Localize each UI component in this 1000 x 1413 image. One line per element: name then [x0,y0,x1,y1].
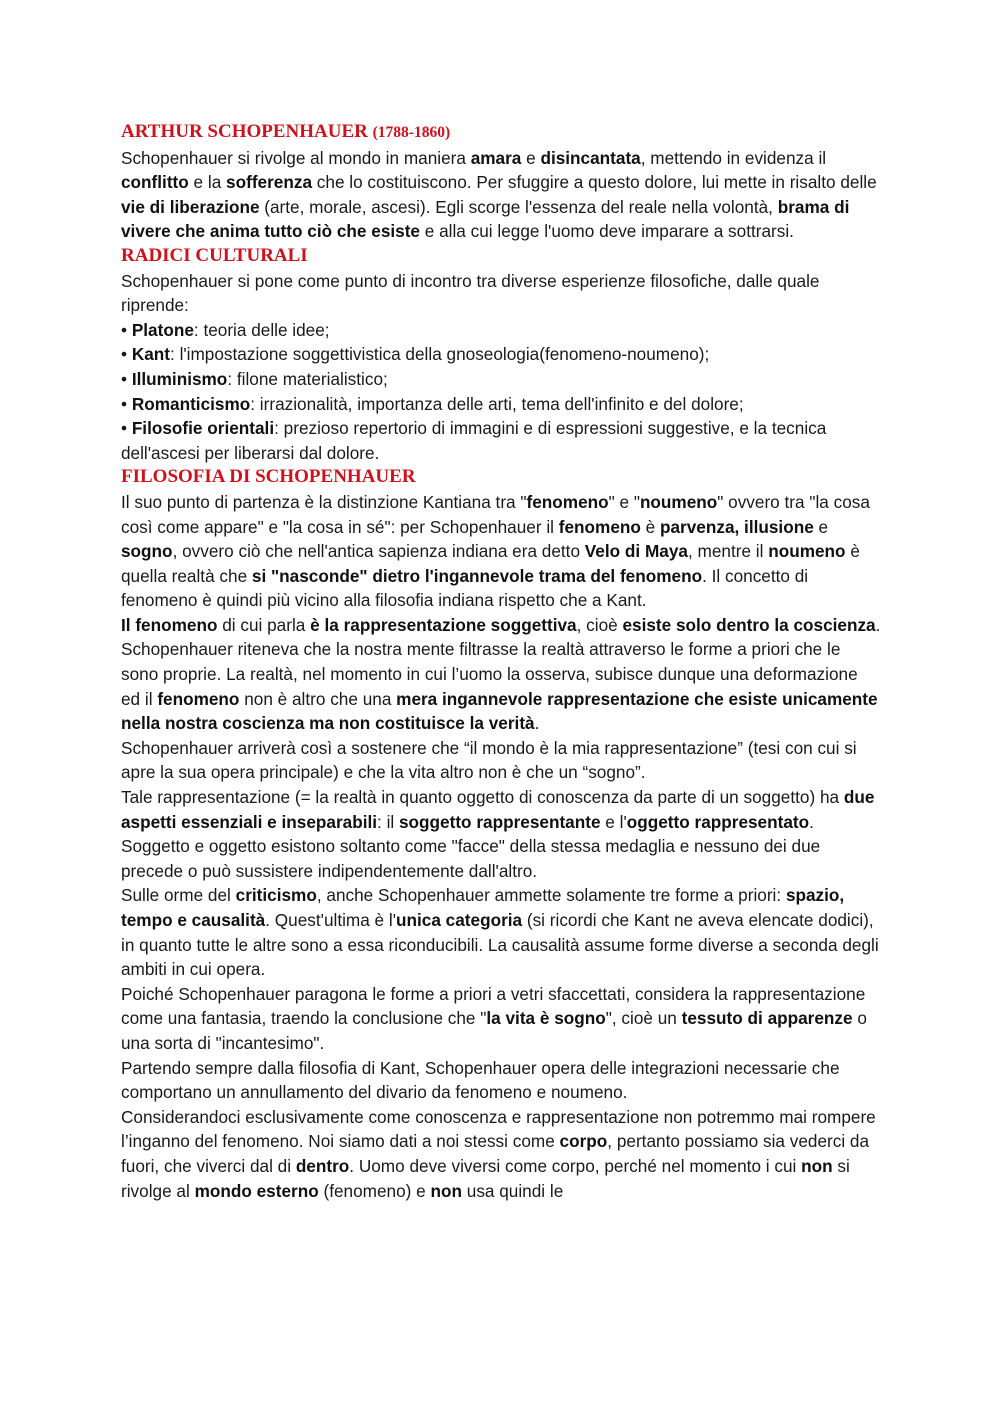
radici-lead: Schopenhauer si pone come punto di incontro tra diverse esperienze filosofiche, dalle quale riprende: [121,270,820,316]
text-run: Considerandoci esclusivamente come conoscenza e rappresentazione non potremmo mai rompere l’inganno del fenomeno. Noi siamo dati a noi stessi come [121,1106,876,1152]
bold-text: Velo di Maya [584,541,688,562]
bold-text: noumeno [768,541,846,562]
bold-text: criticismo [235,885,317,906]
text-run: , mentre il [687,541,769,562]
text-run: . [534,713,540,734]
text-run: . Schopenhauer riteneva che la nostra mente filtrasse la realtà attraverso le forme a priori che le sono proprie. La realtà, nel momento in cui l’uomo la osserva, subisce dunque una deformazione ed il [121,614,881,709]
bold-text: spazio, tempo e causalità [121,885,845,930]
text-run: . Soggetto e oggetto esistono soltanto come "facce" della stessa medaglia e nessuno dei due precede o può sussistere indipendentemente dall'altro. [121,811,821,881]
list-item [121,392,881,417]
text-run: e l' [600,811,627,832]
bold-text: si "nasconde" dietro l'ingannevole trama del fenomeno [251,565,703,586]
list-item-name: Kant [131,344,171,365]
bold-text: unica categoria [396,910,523,930]
bold-text: esiste solo dentro la coscienza [622,614,876,635]
bullet-icon: • [121,368,128,389]
text-run: Schopenhauer si rivolge al mondo in maniera [121,147,471,168]
bold-text: conflitto [121,172,189,193]
bold-text: disincantata [540,147,641,168]
bold-text: fenomeno [157,688,240,709]
body-paragraph [121,982,881,1056]
text-run: . Uomo deve viversi come corpo, perché nel momento i cui [349,1155,802,1176]
bold-text: soggetto rappresentante [399,811,601,832]
text-run: si rivolge al [121,1155,850,1201]
list-item [121,367,881,392]
bullet-icon: • [121,319,128,340]
text-run: è quella realtà che [121,541,860,586]
text-run: (arte, morale, ascesi). Egli scorge l'essenza del reale nella volontà, [259,196,778,217]
text-run: o una sorta di "incantesimo". [121,1008,867,1053]
text-run: . Quest'ultima è l' [265,910,396,930]
bold-text: sofferenza [226,172,313,193]
bold-text: amara [470,147,522,168]
text-run: è [640,516,660,537]
title-years: (1788-1860) [372,124,451,141]
bold-text: non [430,1180,462,1201]
section-heading-filosofia: FILOSOFIA DI SCHOPENHAUER [121,466,416,488]
list-item [121,342,881,367]
body-paragraph [121,1105,881,1203]
list-item [121,416,881,465]
body-paragraph [121,1056,881,1105]
text-run: e alla cui legge l'uomo deve imparare a sottrarsi. [420,221,794,242]
list-item-name: Romanticismo [131,393,251,414]
radici-list [121,318,881,466]
bold-text: oggetto rappresentato [626,811,810,832]
text-run: Sulle orme del [121,885,236,906]
text-run: : il [377,811,399,832]
list-item-desc: : filone materialistico; [227,368,388,389]
bold-text: corpo [559,1131,608,1152]
bold-text: dentro [295,1155,350,1176]
text-run: Partendo sempre dalla filosofia di Kant, Schopenhauer opera delle integrazioni necessarie che comportano un annullamento del divario da fenomeno e noumeno. [121,1057,840,1103]
list-item-desc: : teoria delle idee; [193,319,330,340]
bold-text: fenomeno [558,516,641,537]
body-paragraph [121,785,881,883]
bold-text: non [801,1155,833,1176]
bullet-icon: • [121,418,128,439]
bold-text: parvenza, illusione [659,516,814,537]
body-paragraph [121,490,881,613]
text-run: (si ricordi che Kant ne aveva elencate dodici), in quanto tutte le altre sono a essa riconducibili. La causalità assume forme diverse a seconda degli ambiti in cui opera. [121,910,879,980]
text-run: " e " [608,491,640,512]
document-title [121,120,881,146]
text-run: " ovvero tra "la cosa così come appare" e "la cosa in sé": per Schopenhauer il [121,491,870,537]
text-run: e [521,147,541,168]
bold-text: noumeno [639,491,718,512]
bold-text: mondo esterno [194,1180,319,1201]
text-run: Schopenhauer arriverà così a sostenere che “il mondo è la mia rappresentazione” (tesi con cui si apre la sua opera principale) e che la vita altro non è che un “sogno”. [121,737,857,783]
title-name: ARTHUR SCHOPENHAUER [121,121,368,142]
text-run: non è altro che una [239,688,397,709]
text-run: ", cioè un [605,1008,682,1029]
text-run: (fenomeno) e [318,1180,431,1201]
bold-text: la vita è sogno [486,1008,606,1029]
body-paragraph [121,883,881,981]
text-run: e [813,516,829,537]
bullet-icon: • [121,344,128,365]
bullet-icon: • [121,393,128,414]
bold-text: tessuto di apparenze [681,1008,853,1029]
list-item-name: Filosofie orientali [131,418,275,439]
bold-text: fenomeno [526,491,609,512]
text-run: di cui parla [217,614,311,635]
list-item-desc: : prezioso repertorio di immagini e di espressioni suggestive, e la tecnica dell'ascesi per liberarsi dal dolore. [121,418,827,463]
list-item [121,318,881,343]
bold-text: è la rappresentazione soggettiva [310,614,577,635]
body-paragraph [121,613,881,736]
bold-text: Il fenomeno [121,614,218,635]
list-item-name: Platone [131,319,194,340]
bold-text: sogno [121,541,173,562]
text-run: , anche Schopenhauer ammette solamente tre forme a priori: [316,885,786,906]
body-paragraph [121,736,881,785]
text-run: , mettendo in evidenza il [640,147,827,168]
text-run: e la [188,172,227,193]
text-run: Poiché Schopenhauer paragona le forme a priori a vetri sfaccettati, considera la rappresentazione come una fantasia, traendo la conclusione che " [121,983,866,1029]
text-run: usa quindi le [461,1180,564,1201]
document-page [121,120,881,1203]
text-run: , ovvero ciò che nell'antica sapienza indiana era detto [172,541,585,562]
list-item-desc: : irrazionalità, importanza delle arti, tema dell'infinito e del dolore; [250,393,744,414]
list-item-desc: : l'impostazione soggettivistica della gnoseologia(fenomeno-noumeno); [170,344,710,365]
text-run: , cioè [576,614,623,635]
bold-text: due aspetti essenziali e inseparabili [121,787,875,832]
intro-paragraph [121,146,881,244]
text-run: che lo costituiscono. Per sfuggire a questo dolore, lui mette in risalto delle [312,172,877,193]
text-run: Tale rappresentazione (= la realtà in quanto oggetto di conoscenza da parte di un soggetto) ha [121,787,844,808]
text-run: Il suo punto di partenza è la distinzione Kantiana tra " [121,491,527,512]
bold-text: vie di liberazione [121,196,260,217]
bold-text: mera ingannevole rappresentazione che esiste unicamente nella nostra coscienza ma non costituisce la verità [121,688,878,734]
list-item-name: Illuminismo [131,368,228,389]
text-run: , pertanto possiamo sia vederci da fuori, che viverci dal di [121,1131,870,1176]
text-run: . Il concetto di fenomeno è quindi più vicino alla filosofia indiana rispetto che a Kant. [121,565,809,611]
bold-text: brama di vivere che anima tutto ciò che esiste [121,196,850,242]
section-heading-radici: RADICI CULTURALI [121,244,308,266]
